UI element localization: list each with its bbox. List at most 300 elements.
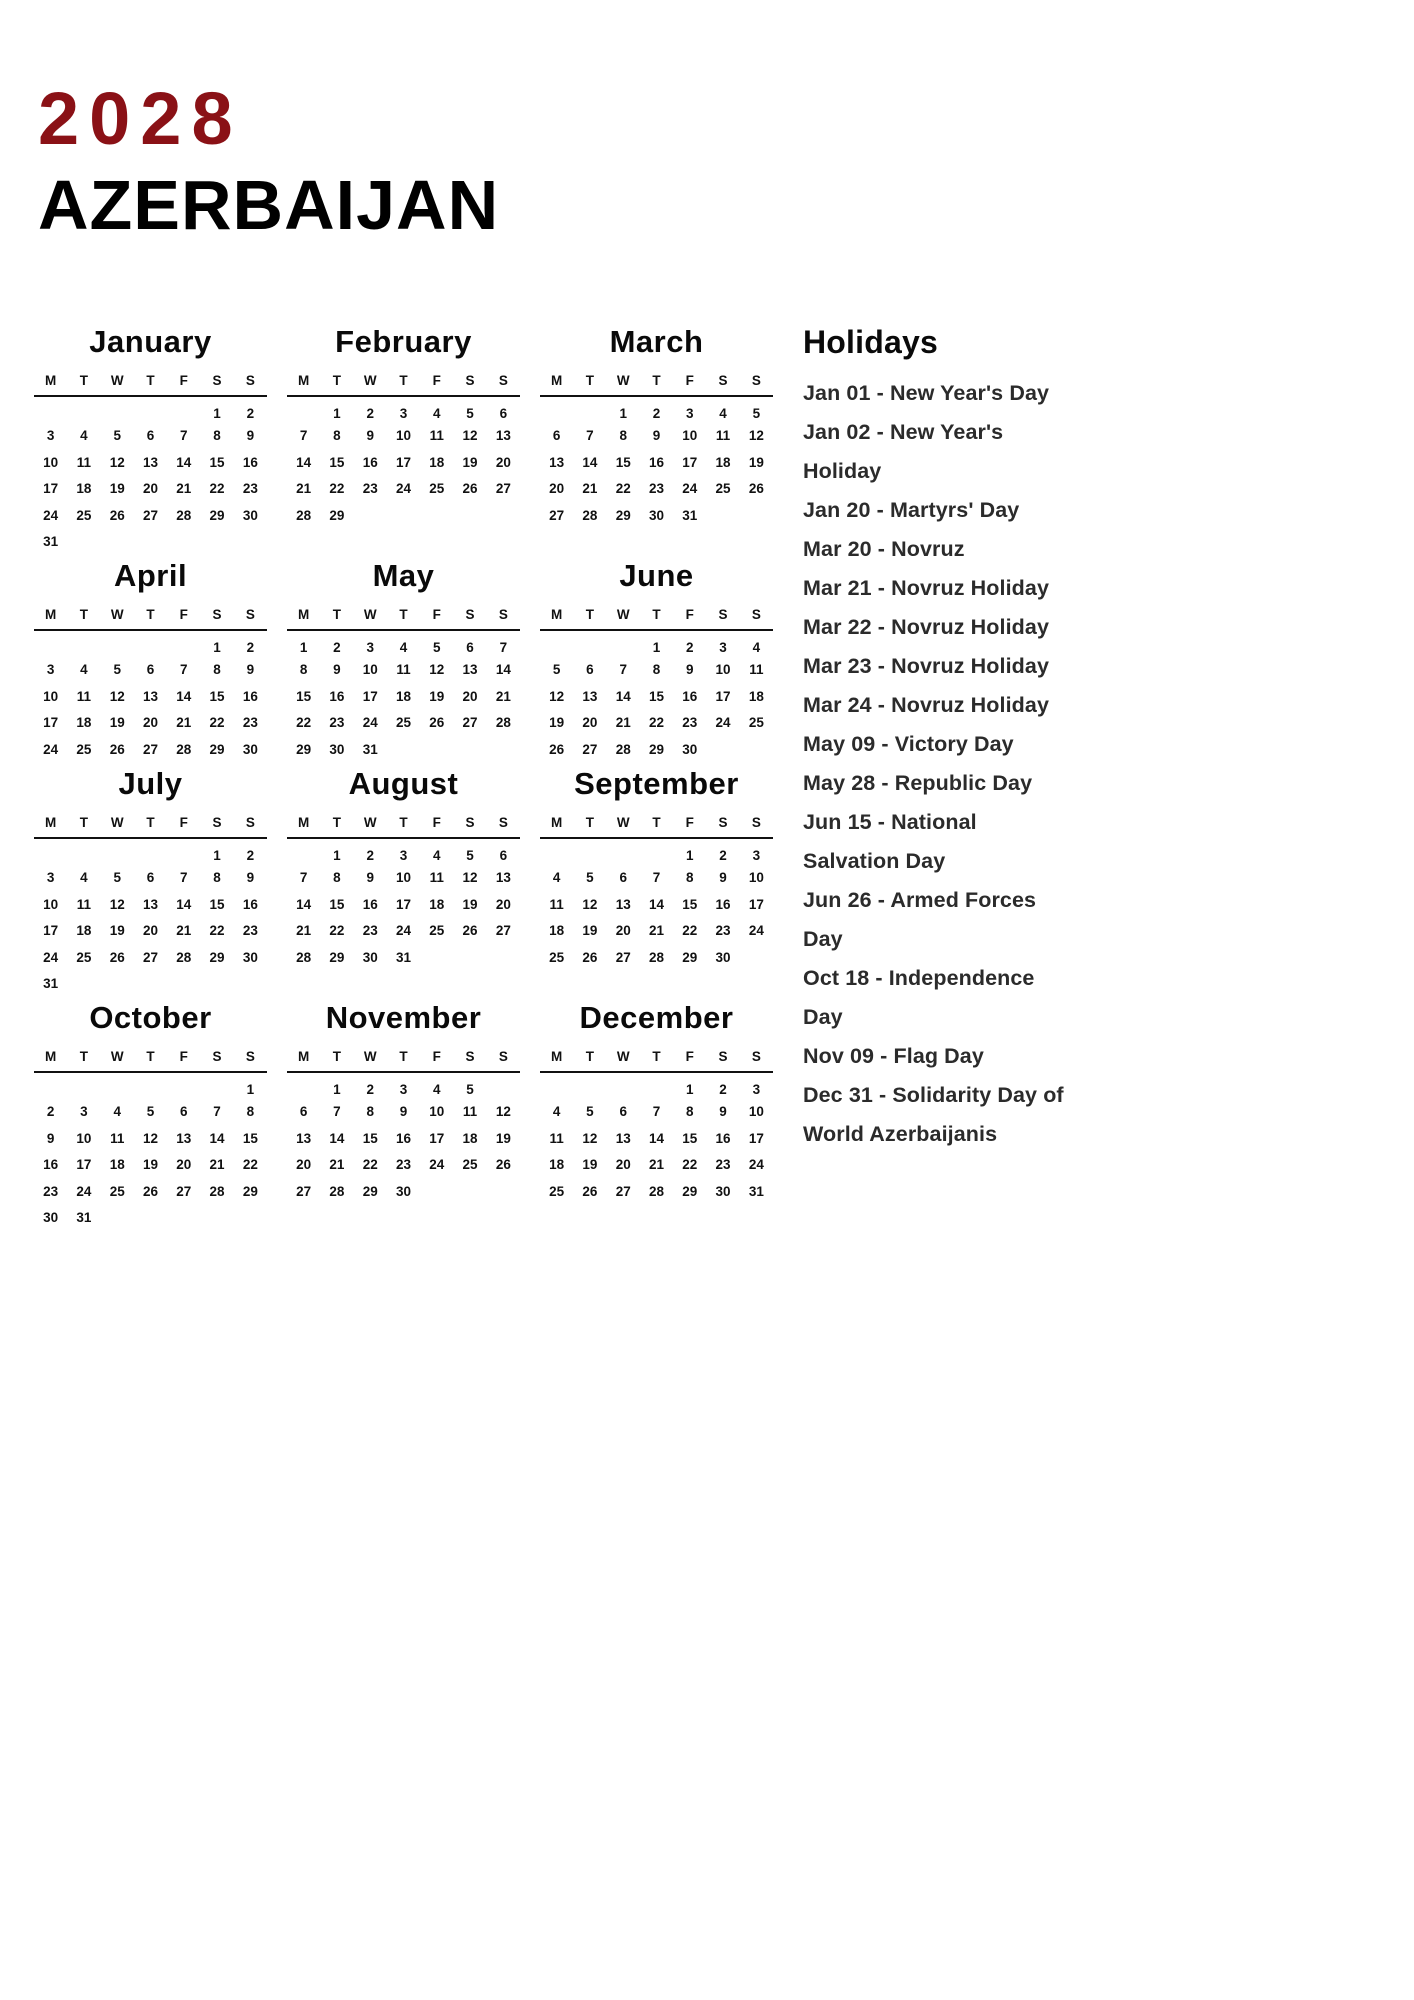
day-cell[interactable]: 15 <box>648 688 664 704</box>
day-cell[interactable]: 23 <box>395 1157 411 1173</box>
day-cell[interactable]: 26 <box>462 481 478 497</box>
day-cell[interactable]: 21 <box>176 715 192 731</box>
day-cell[interactable]: 11 <box>76 454 92 470</box>
day-cell[interactable]: 27 <box>582 741 598 757</box>
day-cell[interactable]: 19 <box>549 715 565 731</box>
day-cell[interactable]: 21 <box>176 923 192 939</box>
day-cell[interactable]: 4 <box>80 428 88 444</box>
day-cell[interactable]: 14 <box>176 896 192 912</box>
day-cell[interactable]: 23 <box>682 715 698 731</box>
day-cell[interactable]: 18 <box>429 454 445 470</box>
day-cell[interactable]: 3 <box>399 847 408 863</box>
day-cell[interactable]: 27 <box>142 741 158 757</box>
day-cell[interactable]: 22 <box>362 1157 378 1173</box>
day-cell[interactable]: 8 <box>299 662 308 678</box>
day-cell[interactable]: 30 <box>242 507 258 523</box>
day-cell[interactable]: 9 <box>719 870 727 886</box>
day-cell[interactable]: 26 <box>582 949 598 965</box>
day-cell[interactable]: 2 <box>333 639 341 655</box>
day-cell[interactable]: 23 <box>362 481 378 497</box>
day-cell[interactable]: 24 <box>429 1157 445 1173</box>
day-cell[interactable]: 20 <box>582 715 598 731</box>
day-cell[interactable]: 29 <box>209 507 225 523</box>
day-cell[interactable]: 9 <box>399 1104 408 1120</box>
day-cell[interactable]: 19 <box>142 1157 158 1173</box>
day-cell[interactable]: 10 <box>682 428 698 444</box>
day-cell[interactable]: 8 <box>333 428 341 444</box>
day-cell[interactable]: 15 <box>682 1130 698 1146</box>
day-cell[interactable]: 11 <box>749 662 764 678</box>
day-cell[interactable]: 15 <box>242 1130 258 1146</box>
day-cell[interactable]: 16 <box>682 688 698 704</box>
day-cell[interactable]: 7 <box>652 870 661 886</box>
day-cell[interactable]: 30 <box>43 1210 59 1226</box>
day-cell[interactable]: 30 <box>715 949 731 965</box>
day-cell[interactable]: 26 <box>429 715 445 731</box>
day-cell[interactable]: 4 <box>80 870 88 886</box>
day-cell[interactable]: 5 <box>113 870 121 886</box>
day-cell[interactable]: 31 <box>362 741 378 757</box>
day-cell[interactable]: 28 <box>176 507 192 523</box>
day-cell[interactable]: 24 <box>682 481 698 497</box>
day-cell[interactable]: 29 <box>682 949 698 965</box>
day-cell[interactable]: 24 <box>362 715 378 731</box>
day-cell[interactable]: 20 <box>462 688 478 704</box>
day-cell[interactable]: 22 <box>682 923 698 939</box>
day-cell[interactable]: 2 <box>246 405 255 421</box>
day-cell[interactable]: 5 <box>466 405 474 421</box>
day-cell[interactable]: 18 <box>429 896 445 912</box>
day-cell[interactable]: 25 <box>715 481 731 497</box>
day-cell[interactable]: 15 <box>209 688 225 704</box>
day-cell[interactable]: 28 <box>582 507 598 523</box>
day-cell[interactable]: 19 <box>495 1130 511 1146</box>
day-cell[interactable]: 17 <box>43 923 59 939</box>
day-cell[interactable]: 24 <box>395 923 411 939</box>
day-cell[interactable]: 16 <box>242 896 258 912</box>
day-cell[interactable]: 7 <box>299 428 308 444</box>
day-cell[interactable]: 19 <box>109 715 125 731</box>
day-cell[interactable]: 13 <box>495 428 511 444</box>
day-cell[interactable]: 31 <box>76 1210 92 1226</box>
day-cell[interactable]: 21 <box>648 923 664 939</box>
day-cell[interactable]: 3 <box>719 639 727 655</box>
day-cell[interactable]: 27 <box>142 949 158 965</box>
day-cell[interactable]: 28 <box>615 741 631 757</box>
day-cell[interactable]: 30 <box>329 741 345 757</box>
day-cell[interactable]: 22 <box>242 1157 258 1173</box>
day-cell[interactable]: 25 <box>748 715 764 731</box>
day-cell[interactable]: 19 <box>109 481 125 497</box>
day-cell[interactable]: 2 <box>719 847 727 863</box>
day-cell[interactable]: 3 <box>366 639 374 655</box>
day-cell[interactable]: 2 <box>686 639 694 655</box>
day-cell[interactable]: 18 <box>462 1130 478 1146</box>
day-cell[interactable]: 1 <box>246 1081 255 1097</box>
day-cell[interactable]: 11 <box>549 1130 564 1146</box>
day-cell[interactable]: 5 <box>466 1081 474 1097</box>
day-cell[interactable]: 10 <box>429 1104 445 1120</box>
day-cell[interactable]: 26 <box>142 1183 158 1199</box>
day-cell[interactable]: 20 <box>495 454 511 470</box>
day-cell[interactable]: 5 <box>586 1104 594 1120</box>
day-cell[interactable]: 23 <box>242 715 258 731</box>
day-cell[interactable]: 4 <box>399 639 408 655</box>
day-cell[interactable]: 20 <box>142 923 158 939</box>
day-cell[interactable]: 17 <box>43 715 59 731</box>
day-cell[interactable]: 6 <box>499 847 508 863</box>
day-cell[interactable]: 18 <box>715 454 731 470</box>
day-cell[interactable]: 13 <box>142 454 158 470</box>
day-cell[interactable]: 23 <box>715 1157 731 1173</box>
day-cell[interactable]: 16 <box>329 688 345 704</box>
day-cell[interactable]: 13 <box>615 896 631 912</box>
day-cell[interactable]: 23 <box>648 481 664 497</box>
day-cell[interactable]: 5 <box>113 662 121 678</box>
day-cell[interactable]: 28 <box>648 1183 664 1199</box>
day-cell[interactable]: 11 <box>549 896 564 912</box>
day-cell[interactable]: 2 <box>652 405 661 421</box>
day-cell[interactable]: 16 <box>715 1130 731 1146</box>
day-cell[interactable]: 20 <box>296 1157 312 1173</box>
day-cell[interactable]: 4 <box>113 1104 121 1120</box>
day-cell[interactable]: 14 <box>615 688 631 704</box>
day-cell[interactable]: 6 <box>466 639 474 655</box>
day-cell[interactable]: 12 <box>462 870 478 886</box>
day-cell[interactable]: 17 <box>429 1130 445 1146</box>
day-cell[interactable]: 17 <box>395 896 411 912</box>
day-cell[interactable]: 26 <box>109 507 125 523</box>
day-cell[interactable]: 21 <box>615 715 631 731</box>
day-cell[interactable]: 23 <box>43 1183 59 1199</box>
day-cell[interactable]: 25 <box>429 481 445 497</box>
day-cell[interactable]: 16 <box>362 454 378 470</box>
day-cell[interactable]: 19 <box>582 923 598 939</box>
day-cell[interactable]: 20 <box>142 715 158 731</box>
day-cell[interactable]: 15 <box>209 896 225 912</box>
day-cell[interactable]: 19 <box>748 454 764 470</box>
day-cell[interactable]: 20 <box>176 1157 192 1173</box>
day-cell[interactable]: 3 <box>686 405 694 421</box>
day-cell[interactable]: 23 <box>329 715 345 731</box>
day-cell[interactable]: 5 <box>466 847 474 863</box>
day-cell[interactable]: 30 <box>395 1183 411 1199</box>
day-cell[interactable]: 14 <box>209 1130 225 1146</box>
day-cell[interactable]: 1 <box>213 639 221 655</box>
day-cell[interactable]: 11 <box>429 870 444 886</box>
day-cell[interactable]: 31 <box>43 534 59 550</box>
day-cell[interactable]: 9 <box>366 870 374 886</box>
day-cell[interactable]: 8 <box>213 870 221 886</box>
day-cell[interactable]: 13 <box>142 896 158 912</box>
day-cell[interactable]: 28 <box>176 741 192 757</box>
day-cell[interactable]: 30 <box>362 949 378 965</box>
day-cell[interactable]: 21 <box>329 1157 345 1173</box>
day-cell[interactable]: 12 <box>142 1130 158 1146</box>
day-cell[interactable]: 26 <box>748 481 764 497</box>
day-cell[interactable]: 2 <box>366 847 374 863</box>
day-cell[interactable]: 11 <box>76 896 92 912</box>
day-cell[interactable]: 25 <box>429 923 445 939</box>
day-cell[interactable]: 29 <box>329 507 345 523</box>
day-cell[interactable]: 6 <box>586 662 594 678</box>
day-cell[interactable]: 23 <box>362 923 378 939</box>
day-cell[interactable]: 9 <box>719 1104 727 1120</box>
day-cell[interactable]: 13 <box>582 688 598 704</box>
day-cell[interactable]: 13 <box>176 1130 192 1146</box>
day-cell[interactable]: 27 <box>296 1183 312 1199</box>
day-cell[interactable]: 10 <box>395 428 411 444</box>
day-cell[interactable]: 11 <box>715 428 731 444</box>
day-cell[interactable]: 3 <box>399 405 408 421</box>
day-cell[interactable]: 21 <box>176 481 192 497</box>
day-cell[interactable]: 16 <box>242 688 258 704</box>
day-cell[interactable]: 30 <box>682 741 698 757</box>
day-cell[interactable]: 28 <box>176 949 192 965</box>
day-cell[interactable]: 14 <box>329 1130 345 1146</box>
day-cell[interactable]: 8 <box>246 1104 255 1120</box>
day-cell[interactable]: 10 <box>748 1104 764 1120</box>
day-cell[interactable]: 25 <box>549 949 565 965</box>
day-cell[interactable]: 5 <box>586 870 594 886</box>
day-cell[interactable]: 19 <box>109 923 125 939</box>
day-cell[interactable]: 21 <box>296 481 312 497</box>
day-cell[interactable]: 9 <box>652 428 661 444</box>
day-cell[interactable]: 10 <box>76 1130 92 1146</box>
day-cell[interactable]: 7 <box>180 662 188 678</box>
day-cell[interactable]: 21 <box>209 1157 225 1173</box>
day-cell[interactable]: 8 <box>213 662 221 678</box>
day-cell[interactable]: 8 <box>652 662 661 678</box>
day-cell[interactable]: 1 <box>686 847 694 863</box>
day-cell[interactable]: 6 <box>146 870 155 886</box>
day-cell[interactable]: 5 <box>752 405 761 421</box>
day-cell[interactable]: 3 <box>46 870 55 886</box>
day-cell[interactable]: 22 <box>615 481 631 497</box>
day-cell[interactable]: 23 <box>242 481 258 497</box>
day-cell[interactable]: 27 <box>495 481 511 497</box>
day-cell[interactable]: 16 <box>648 454 664 470</box>
day-cell[interactable]: 4 <box>80 662 88 678</box>
day-cell[interactable]: 13 <box>462 662 478 678</box>
day-cell[interactable]: 20 <box>615 1157 631 1173</box>
day-cell[interactable]: 16 <box>395 1130 411 1146</box>
day-cell[interactable]: 4 <box>552 870 561 886</box>
day-cell[interactable]: 12 <box>549 688 565 704</box>
day-cell[interactable]: 29 <box>682 1183 698 1199</box>
day-cell[interactable]: 12 <box>109 896 125 912</box>
day-cell[interactable]: 2 <box>366 405 374 421</box>
day-cell[interactable]: 25 <box>462 1157 478 1173</box>
day-cell[interactable]: 28 <box>495 715 511 731</box>
day-cell[interactable]: 24 <box>43 507 59 523</box>
day-cell[interactable]: 10 <box>43 688 59 704</box>
day-cell[interactable]: 8 <box>366 1104 374 1120</box>
day-cell[interactable]: 18 <box>748 688 764 704</box>
day-cell[interactable]: 1 <box>299 639 308 655</box>
day-cell[interactable]: 1 <box>333 405 341 421</box>
day-cell[interactable]: 5 <box>113 428 121 444</box>
day-cell[interactable]: 5 <box>552 662 561 678</box>
day-cell[interactable]: 8 <box>619 428 627 444</box>
day-cell[interactable]: 18 <box>76 923 92 939</box>
day-cell[interactable]: 2 <box>366 1081 374 1097</box>
day-cell[interactable]: 3 <box>752 847 761 863</box>
day-cell[interactable]: 1 <box>686 1081 694 1097</box>
day-cell[interactable]: 17 <box>43 481 59 497</box>
day-cell[interactable]: 15 <box>362 1130 378 1146</box>
day-cell[interactable]: 12 <box>582 1130 598 1146</box>
day-cell[interactable]: 3 <box>46 662 55 678</box>
day-cell[interactable]: 22 <box>296 715 312 731</box>
day-cell[interactable]: 11 <box>396 662 411 678</box>
day-cell[interactable]: 29 <box>296 741 312 757</box>
day-cell[interactable]: 5 <box>146 1104 155 1120</box>
day-cell[interactable]: 19 <box>429 688 445 704</box>
day-cell[interactable]: 14 <box>296 454 312 470</box>
day-cell[interactable]: 19 <box>462 454 478 470</box>
day-cell[interactable]: 7 <box>652 1104 661 1120</box>
day-cell[interactable]: 14 <box>176 454 192 470</box>
day-cell[interactable]: 18 <box>76 715 92 731</box>
day-cell[interactable]: 18 <box>76 481 92 497</box>
day-cell[interactable]: 2 <box>246 639 255 655</box>
day-cell[interactable]: 6 <box>619 1104 627 1120</box>
day-cell[interactable]: 27 <box>142 507 158 523</box>
day-cell[interactable]: 3 <box>752 1081 761 1097</box>
day-cell[interactable]: 2 <box>719 1081 727 1097</box>
day-cell[interactable]: 9 <box>246 662 255 678</box>
day-cell[interactable]: 17 <box>682 454 698 470</box>
day-cell[interactable]: 27 <box>615 1183 631 1199</box>
day-cell[interactable]: 11 <box>110 1130 125 1146</box>
day-cell[interactable]: 3 <box>80 1104 88 1120</box>
day-cell[interactable]: 26 <box>462 923 478 939</box>
day-cell[interactable]: 13 <box>549 454 565 470</box>
day-cell[interactable]: 24 <box>43 949 59 965</box>
day-cell[interactable]: 25 <box>549 1183 565 1199</box>
day-cell[interactable]: 22 <box>682 1157 698 1173</box>
day-cell[interactable]: 17 <box>748 896 764 912</box>
day-cell[interactable]: 24 <box>43 741 59 757</box>
day-cell[interactable]: 15 <box>682 896 698 912</box>
day-cell[interactable]: 25 <box>109 1183 125 1199</box>
day-cell[interactable]: 13 <box>296 1130 312 1146</box>
day-cell[interactable]: 11 <box>462 1104 478 1120</box>
day-cell[interactable]: 24 <box>748 1157 764 1173</box>
day-cell[interactable]: 15 <box>329 454 345 470</box>
day-cell[interactable]: 7 <box>499 639 508 655</box>
day-cell[interactable]: 4 <box>433 1081 441 1097</box>
day-cell[interactable]: 1 <box>652 639 661 655</box>
day-cell[interactable]: 9 <box>46 1130 55 1146</box>
day-cell[interactable]: 6 <box>499 405 508 421</box>
day-cell[interactable]: 27 <box>549 507 565 523</box>
day-cell[interactable]: 1 <box>619 405 627 421</box>
day-cell[interactable]: 12 <box>109 688 125 704</box>
day-cell[interactable]: 28 <box>296 949 312 965</box>
day-cell[interactable]: 22 <box>648 715 664 731</box>
day-cell[interactable]: 29 <box>209 949 225 965</box>
day-cell[interactable]: 12 <box>462 428 478 444</box>
day-cell[interactable]: 24 <box>748 923 764 939</box>
day-cell[interactable]: 11 <box>76 688 92 704</box>
day-cell[interactable]: 29 <box>329 949 345 965</box>
day-cell[interactable]: 3 <box>46 428 55 444</box>
day-cell[interactable]: 18 <box>109 1157 125 1173</box>
day-cell[interactable]: 15 <box>329 896 345 912</box>
day-cell[interactable]: 29 <box>615 507 631 523</box>
day-cell[interactable]: 10 <box>395 870 411 886</box>
day-cell[interactable]: 9 <box>246 428 255 444</box>
day-cell[interactable]: 30 <box>242 949 258 965</box>
day-cell[interactable]: 21 <box>296 923 312 939</box>
day-cell[interactable]: 16 <box>43 1157 59 1173</box>
day-cell[interactable]: 9 <box>333 662 341 678</box>
day-cell[interactable]: 13 <box>615 1130 631 1146</box>
day-cell[interactable]: 26 <box>495 1157 511 1173</box>
day-cell[interactable]: 31 <box>682 507 698 523</box>
day-cell[interactable]: 4 <box>433 847 441 863</box>
day-cell[interactable]: 29 <box>362 1183 378 1199</box>
day-cell[interactable]: 21 <box>648 1157 664 1173</box>
day-cell[interactable]: 25 <box>395 715 411 731</box>
day-cell[interactable]: 1 <box>213 405 221 421</box>
day-cell[interactable]: 26 <box>549 741 565 757</box>
day-cell[interactable]: 29 <box>242 1183 258 1199</box>
day-cell[interactable]: 19 <box>462 896 478 912</box>
day-cell[interactable]: 31 <box>395 949 411 965</box>
day-cell[interactable]: 14 <box>582 454 598 470</box>
day-cell[interactable]: 16 <box>242 454 258 470</box>
day-cell[interactable]: 1 <box>333 847 341 863</box>
day-cell[interactable]: 24 <box>76 1183 92 1199</box>
day-cell[interactable]: 12 <box>109 454 125 470</box>
day-cell[interactable]: 26 <box>109 741 125 757</box>
day-cell[interactable]: 29 <box>209 741 225 757</box>
day-cell[interactable]: 22 <box>329 923 345 939</box>
day-cell[interactable]: 7 <box>586 428 594 444</box>
day-cell[interactable]: 4 <box>752 639 761 655</box>
day-cell[interactable]: 27 <box>495 923 511 939</box>
day-cell[interactable]: 14 <box>648 1130 664 1146</box>
day-cell[interactable]: 20 <box>142 481 158 497</box>
day-cell[interactable]: 26 <box>582 1183 598 1199</box>
day-cell[interactable]: 22 <box>209 923 225 939</box>
day-cell[interactable]: 24 <box>715 715 731 731</box>
day-cell[interactable]: 10 <box>748 870 764 886</box>
day-cell[interactable]: 6 <box>146 428 155 444</box>
day-cell[interactable]: 25 <box>76 507 92 523</box>
day-cell[interactable]: 27 <box>462 715 478 731</box>
day-cell[interactable]: 15 <box>296 688 312 704</box>
day-cell[interactable]: 1 <box>213 847 221 863</box>
day-cell[interactable]: 8 <box>686 870 694 886</box>
day-cell[interactable]: 17 <box>715 688 731 704</box>
day-cell[interactable]: 28 <box>329 1183 345 1199</box>
day-cell[interactable]: 21 <box>495 688 511 704</box>
day-cell[interactable]: 5 <box>433 639 441 655</box>
day-cell[interactable]: 9 <box>686 662 694 678</box>
day-cell[interactable]: 28 <box>209 1183 225 1199</box>
day-cell[interactable]: 7 <box>213 1104 221 1120</box>
day-cell[interactable]: 6 <box>180 1104 188 1120</box>
day-cell[interactable]: 6 <box>552 428 561 444</box>
day-cell[interactable]: 12 <box>582 896 598 912</box>
day-cell[interactable]: 4 <box>433 405 441 421</box>
day-cell[interactable]: 16 <box>362 896 378 912</box>
day-cell[interactable]: 22 <box>209 715 225 731</box>
